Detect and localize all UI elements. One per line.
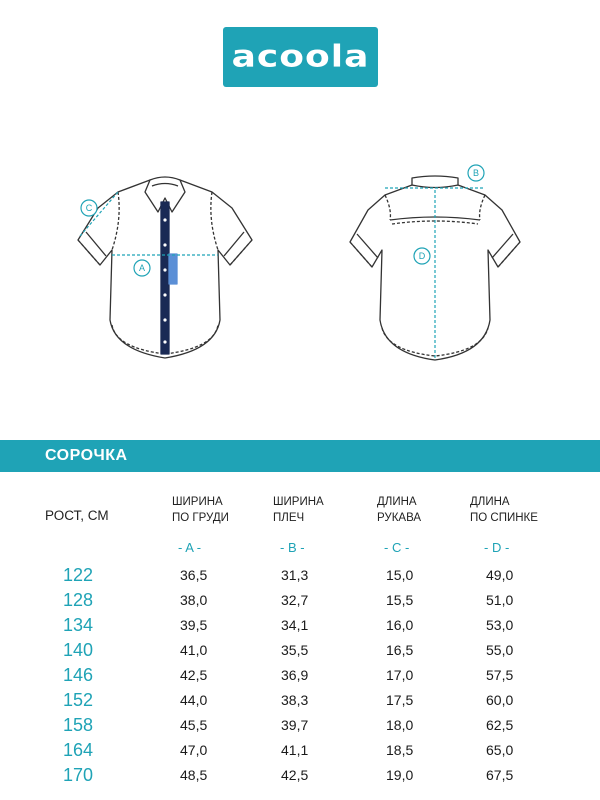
shoulder-width: 36,9	[281, 667, 309, 683]
back-length: 60,0	[486, 692, 514, 708]
size-value: 152	[63, 690, 94, 710]
table-row	[0, 738, 600, 763]
column-header-shoulders	[273, 494, 324, 526]
chest-width: 44,0	[180, 692, 208, 708]
marker-b-label: B	[472, 168, 480, 178]
table-row	[0, 663, 600, 688]
column-code-c: - C -	[384, 540, 410, 555]
column-header-back-length	[470, 494, 538, 526]
column-code-d: - D -	[484, 540, 510, 555]
shoulder-width: 34,1	[281, 617, 309, 633]
shoulder-width: 35,5	[281, 642, 309, 658]
chest-width: 41,0	[180, 642, 208, 658]
column-header-line2: ПО СПИНКЕ	[470, 512, 538, 524]
sleeve-length: 15,0	[386, 567, 414, 583]
chest-width: 38,0	[180, 592, 208, 608]
shirt-front-view	[78, 177, 252, 358]
size-value: 122	[63, 565, 94, 585]
table-row	[0, 688, 600, 713]
brand-logo	[223, 27, 378, 87]
column-header-line2: ПЛЕЧ	[273, 512, 305, 524]
table-row	[0, 613, 600, 638]
size-value: 140	[63, 640, 94, 660]
chest-width: 45,5	[180, 717, 208, 733]
chest-width: 47,0	[180, 742, 208, 758]
back-length: 53,0	[486, 617, 514, 633]
marker-a-label: A	[138, 263, 146, 273]
sleeve-length: 17,0	[386, 667, 414, 683]
shoulder-width: 41,1	[281, 742, 309, 758]
size-value: 164	[63, 740, 94, 760]
shoulder-width: 31,3	[281, 567, 309, 583]
shoulder-width: 32,7	[281, 592, 309, 608]
chest-width: 39,5	[180, 617, 208, 633]
chest-width: 36,5	[180, 567, 208, 583]
sleeve-length: 18,0	[386, 717, 414, 733]
back-length: 55,0	[486, 642, 514, 658]
marker-d-label: D	[418, 251, 426, 261]
size-value: 170	[63, 765, 94, 785]
shoulder-width: 38,3	[281, 692, 309, 708]
column-code-b: - B -	[280, 540, 305, 555]
table-row	[0, 588, 600, 613]
back-length: 51,0	[486, 592, 514, 608]
column-header-chest	[172, 494, 229, 526]
sleeve-length: 16,5	[386, 642, 414, 658]
marker-c-label: C	[85, 203, 93, 213]
back-length: 67,5	[486, 767, 514, 783]
sleeve-length: 15,5	[386, 592, 414, 608]
height-header: РОСТ, СМ	[45, 508, 109, 523]
product-title: СОРОЧКА	[45, 447, 128, 464]
column-header-line1: ДЛИНА	[470, 496, 510, 508]
column-header-line1: ШИРИНА	[273, 496, 324, 508]
chest-width: 48,5	[180, 767, 208, 783]
size-value: 134	[63, 615, 94, 635]
shoulder-width: 39,7	[281, 717, 309, 733]
column-header-line1: ШИРИНА	[172, 496, 223, 508]
table-row	[0, 563, 600, 588]
back-length: 57,5	[486, 667, 514, 683]
sleeve-length: 18,5	[386, 742, 414, 758]
column-code-a: - A -	[178, 540, 202, 555]
chest-width: 42,5	[180, 667, 208, 683]
sleeve-length: 19,0	[386, 767, 414, 783]
size-value: 158	[63, 715, 94, 735]
back-length: 65,0	[486, 742, 514, 758]
back-length: 62,5	[486, 717, 514, 733]
column-header-line2: ПО ГРУДИ	[172, 512, 229, 524]
sleeve-length: 16,0	[386, 617, 414, 633]
shirt-drawings	[0, 150, 600, 380]
column-header-line1: ДЛИНА	[377, 496, 417, 508]
column-header-sleeve	[377, 494, 421, 526]
table-row	[0, 713, 600, 738]
size-value: 146	[63, 665, 94, 685]
sleeve-length: 17,5	[386, 692, 414, 708]
back-length: 49,0	[486, 567, 514, 583]
size-value: 128	[63, 590, 94, 610]
column-header-line2: РУКАВА	[377, 512, 422, 524]
shoulder-width: 42,5	[281, 767, 309, 783]
table-row	[0, 763, 600, 788]
product-title-band	[0, 440, 600, 472]
brand-logo-text: acoola	[231, 39, 370, 74]
table-row	[0, 638, 600, 663]
